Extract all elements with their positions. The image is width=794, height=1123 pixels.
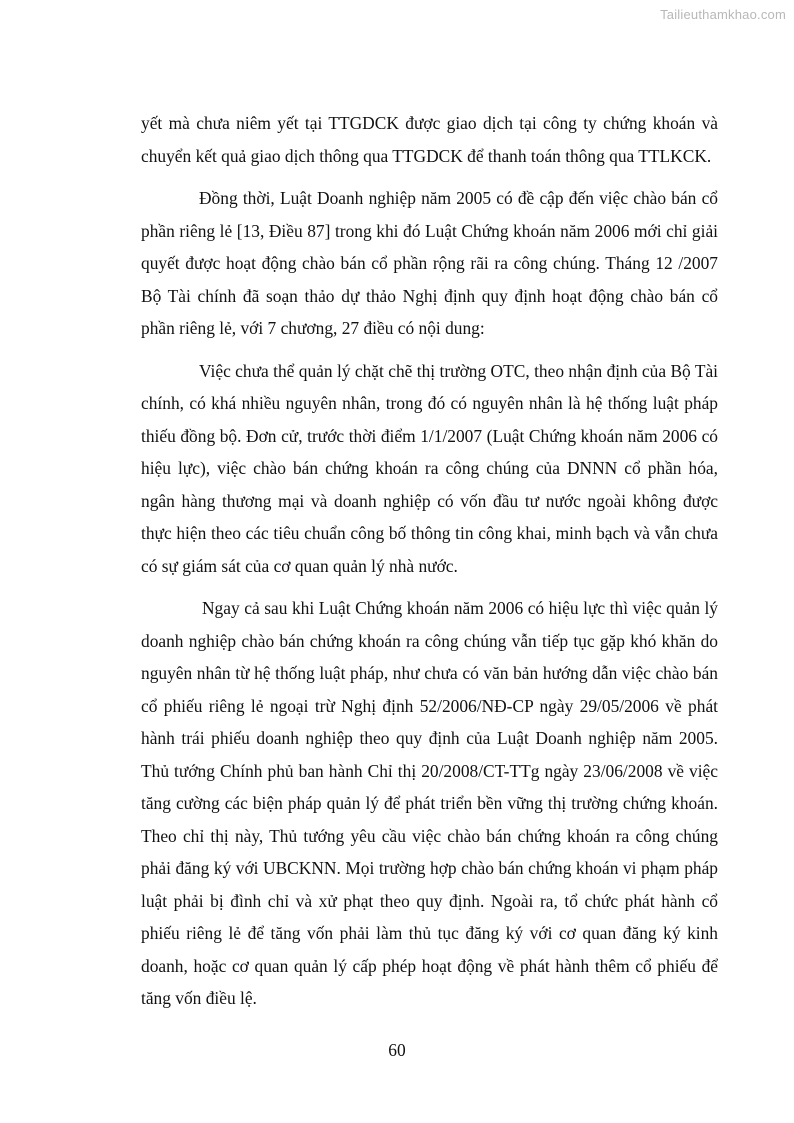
watermark-text: Tailieuthamkhao.com: [660, 7, 786, 22]
paragraph-continuation: yết mà chưa niêm yết tại TTGDCK được giao dịch tại công ty chứng khoán và chuyển kết quả giao dịch thông qua TTGDCK để thanh toán thông qua TTLKCK.: [141, 113, 718, 166]
paragraph-thi-truong-otc: Việc chưa thể quản lý chặt chẽ thị trường OTC, theo nhận định của Bộ Tài chính, có khá nhiều nguyên nhân, trong đó có nguyên nhân là hệ thống luật pháp thiếu đồng bộ. Đơn cử, trước thời điểm 1/1/2007 (Luật Chứng khoán năm 2006 có hiệu lực), việc chào bán chứng khoán ra công chúng của DNNN cổ phần hóa, ngân hàng thương mại và doanh nghiệp có vốn đầu tư nước ngoài không được thực hiện theo các tiêu chuẩn công bố thông tin công khai, minh bạch và vẫn chưa có sự giám sát của cơ quan quản lý nhà nước.: [141, 360, 718, 576]
page-number: 60: [388, 1040, 406, 1060]
document-body: [141, 107, 718, 1015]
paragraph-luat-doanh-nghiep: Đồng thời, Luật Doanh nghiệp năm 2005 có đề cập đến việc chào bán cổ phần riêng lẻ [13, Điều 87] trong khi đó Luật Chứng khoán năm 2006 mới chỉ giải quyết được hoạt động chào bán cổ phần rộng rãi ra công chúng. Tháng 12 /2007 Bộ Tài chính đã soạn thảo dự thảo Nghị định quy định hoạt động chào bán cổ phần riêng lẻ, với 7 chương, 27 điều có nội dung:: [141, 188, 718, 338]
paragraph-luat-chung-khoan: Ngay cả sau khi Luật Chứng khoán năm 2006 có hiệu lực thì việc quản lý doanh nghiệp chào bán chứng khoán ra công chúng vẫn tiếp tục gặp khó khăn do nguyên nhân từ hệ thống luật pháp, như chưa có văn bản hướng dẫn việc chào bán cổ phiếu riêng lẻ ngoại trừ Nghị định 52/2006/NĐ-CP ngày 29/05/2006 về phát hành trái phiếu doanh nghiệp theo quy định của Luật Doanh nghiệp năm 2005. Thủ tướng Chính phủ ban hành Chỉ thị 20/2008/CT-TTg ngày 23/06/2008 về việc tăng cường các biện pháp quản lý để phát triển bền vững thị trường chứng khoán. Theo chỉ thị này, Thủ tướng yêu cầu việc chào bán chứng khoán ra công chúng phải đăng ký với UBCKNN. Mọi trường hợp chào bán chứng khoán vi phạm pháp luật phải bị đình chỉ và xử phạt theo quy định. Ngoài ra, tổ chức phát hành cổ phiếu riêng lẻ để tăng vốn phải làm thủ tục đăng ký với cơ quan đăng ký kinh doanh, hoặc cơ quan quản lý cấp phép hoạt động về phát hành thêm cổ phiếu để tăng vốn điều lệ.: [141, 598, 718, 1008]
